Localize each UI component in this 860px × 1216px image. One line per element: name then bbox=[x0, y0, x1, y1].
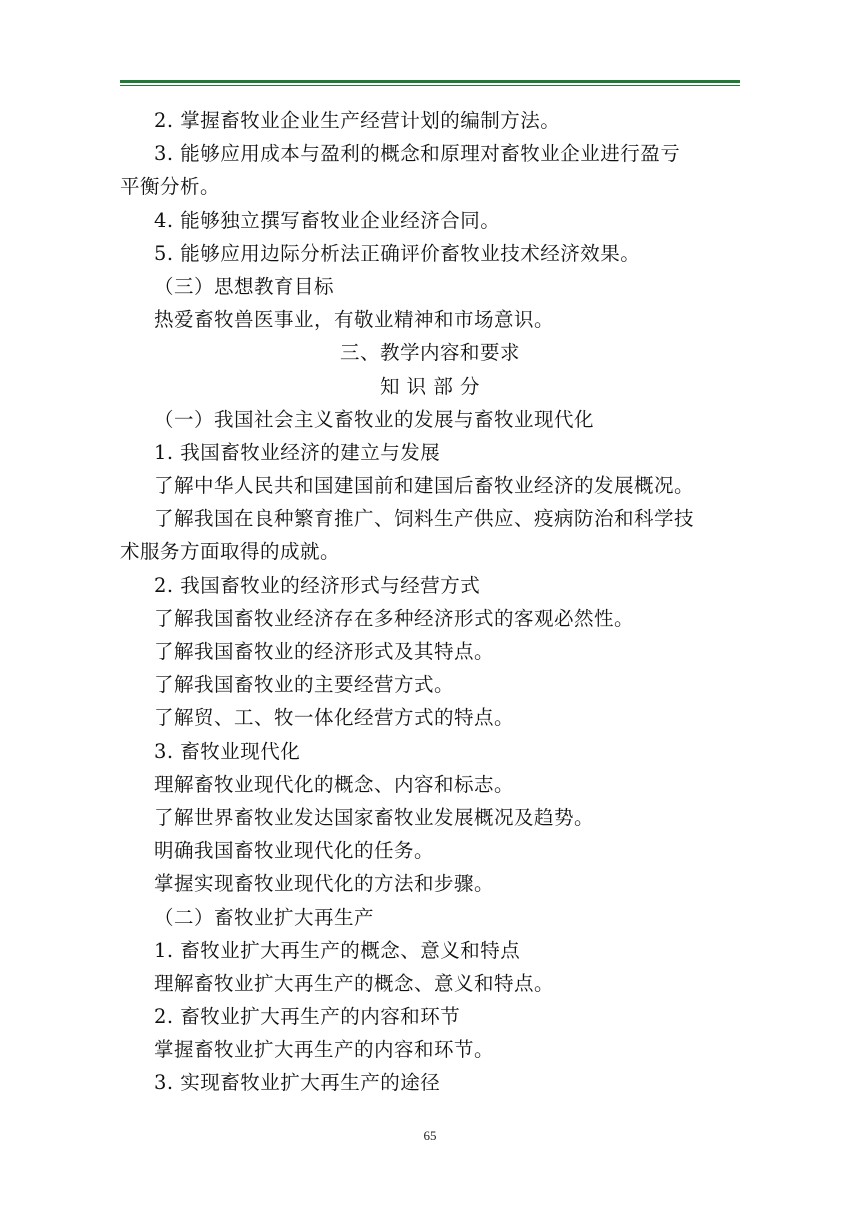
topic-2-3: 3. 实现畜牧业扩大再生产的途径 bbox=[154, 1071, 441, 1095]
topic-1-1: 1. 我国畜牧业经济的建立与发展 bbox=[154, 440, 441, 464]
page-number: 65 bbox=[423, 1128, 437, 1143]
topic-2-1: 1. 畜牧业扩大再生产的概念、意义和特点 bbox=[154, 938, 521, 962]
subheading-part-2: （二）畜牧业扩大再生产 bbox=[154, 905, 375, 929]
requirement-text-continued: 术服务方面取得的成就。 bbox=[120, 540, 341, 564]
header-rule bbox=[120, 80, 740, 86]
subheading-part-1: （一）我国社会主义畜牧业的发展与畜牧业现代化 bbox=[154, 407, 595, 431]
header-rule-thick bbox=[120, 80, 740, 83]
requirement-text: 了解中华人民共和国建国前和建国后畜牧业经济的发展概况。 bbox=[154, 474, 695, 498]
header-rule-thin bbox=[120, 85, 740, 86]
ideology-goal-text: 热爱畜牧兽医事业，有敬业精神和市场意识。 bbox=[154, 308, 555, 332]
topic-1-3: 3. 畜牧业现代化 bbox=[154, 739, 301, 763]
objective-item-3-continued: 平衡分析。 bbox=[120, 175, 221, 199]
section-heading-content: 三、教学内容和要求 bbox=[339, 341, 520, 365]
requirement-text: 了解我国在良种繁育推广、饲料生产供应、疫病防治和科学技 bbox=[154, 507, 695, 531]
requirement-text: 了解我国畜牧业的经济形式及其特点。 bbox=[154, 640, 495, 663]
topic-1-2: 2. 我国畜牧业的经济形式与经营方式 bbox=[154, 573, 481, 597]
requirement-text: 了解世界畜牧业发达国家畜牧业发展概况及趋势。 bbox=[154, 805, 595, 829]
requirement-text: 了解贸、工、牧一体化经营方式的特点。 bbox=[154, 706, 515, 730]
objective-item-3: 3. 能够应用成本与盈利的概念和原理对畜牧业企业进行盈亏 bbox=[154, 142, 681, 166]
objective-item-2: 2. 掌握畜牧业企业生产经营计划的编制方法。 bbox=[154, 109, 561, 132]
requirement-text: 理解畜牧业扩大再生产的概念、意义和特点。 bbox=[154, 971, 555, 995]
subheading-ideology-goals: （三）思想教育目标 bbox=[154, 274, 335, 298]
topic-2-2: 2. 畜牧业扩大再生产的内容和环节 bbox=[154, 1005, 461, 1029]
requirement-text: 理解畜牧业现代化的概念、内容和标志。 bbox=[154, 772, 515, 796]
requirement-text: 了解我国畜牧业经济存在多种经济形式的客观必然性。 bbox=[154, 606, 635, 630]
document-body bbox=[120, 104, 740, 1100]
requirement-text: 掌握实现畜牧业现代化的方法和步骤。 bbox=[154, 872, 495, 896]
requirement-text: 掌握畜牧业扩大再生产的内容和环节。 bbox=[154, 1038, 495, 1062]
objective-item-5: 5. 能够应用边际分析法正确评价畜牧业技术经济效果。 bbox=[154, 241, 641, 265]
requirement-text: 明确我国畜牧业现代化的任务。 bbox=[154, 839, 435, 863]
requirement-text: 了解我国畜牧业的主要经营方式。 bbox=[154, 673, 455, 697]
objective-item-4: 4. 能够独立撰写畜牧业企业经济合同。 bbox=[154, 208, 501, 232]
section-heading-knowledge: 知 识 部 分 bbox=[379, 374, 481, 398]
